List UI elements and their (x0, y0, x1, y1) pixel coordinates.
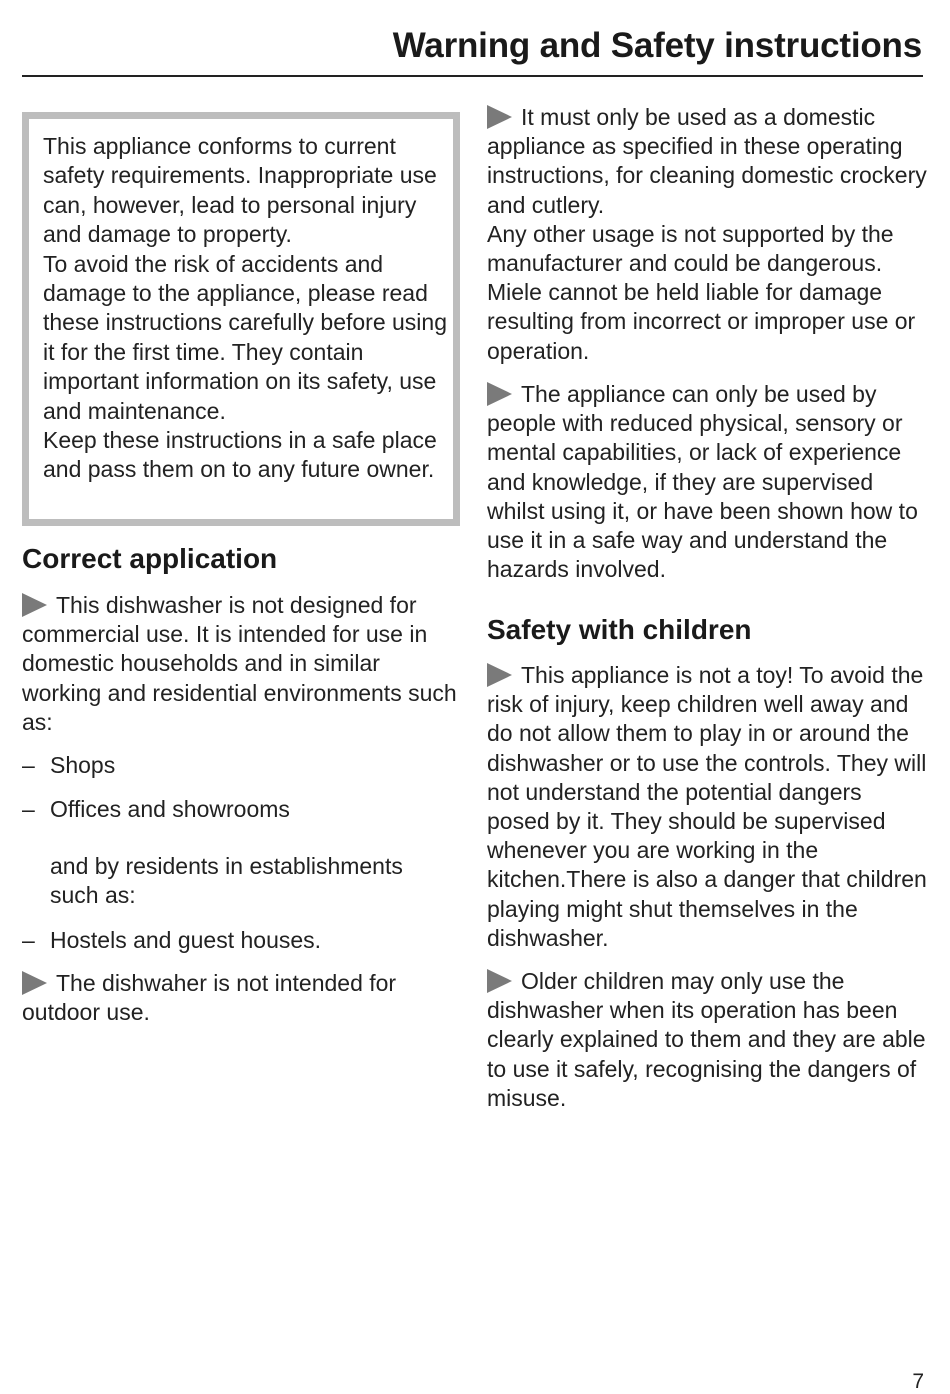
section-heading-safety-children: Safety with children (487, 614, 752, 645)
triangle-arrow-icon (487, 969, 512, 993)
outdoor-paragraph (22, 969, 462, 1027)
list-item-text: Hostels and guest houses. (50, 927, 322, 953)
header-rule (22, 75, 923, 77)
paragraph-text: The dishwaher is not intended for outdoor use. (22, 970, 397, 1026)
section-heading-correct-application: Correct application (22, 543, 278, 574)
domestic-use-paragraph (487, 103, 927, 366)
paragraph-text: The appliance can only be used by people with reduced physical, sensory or mental capabilities, or lack of experience and knowledge, if they are supervised whilst using it, or have been shown how to use it in a safe way and understand the hazards involved. (487, 381, 918, 583)
liability-paragraph: Any other usage is not supported by the manufacturer and could be dangerous. Miele cannot be held liable for damage resulting from incorrect or improper use or operation. (487, 220, 916, 364)
intro-paragraph: To avoid the risk of accidents and damage to the appliance, please read these instructions carefully before using it for the first time. They contain important information on its safety, use and maintenance. (43, 250, 447, 424)
correct-application-paragraph (22, 591, 462, 737)
page-title: Warning and Safety instructions (392, 26, 922, 65)
list-item-text: Offices and showrooms (50, 796, 290, 822)
dash-bullet: – (22, 796, 35, 822)
paragraph-text: It must only be used as a domestic appliance as specified in these operating instructions, for cleaning domestic crockery and cutlery. (487, 104, 927, 218)
paragraph-text: This appliance is not a toy! To avoid the risk of injury, keep children well away and do not allow them to play in or around the dishwasher or to use the controls. They will not understand the potential dangers posed by it. They should be supervised whenever you are working in the kitchen.There is also a danger that children playing might shut themselves in the dishwasher. (487, 662, 927, 951)
not-a-toy-paragraph (487, 661, 927, 953)
dash-bullet: – (22, 927, 35, 953)
intro-paragraph: This appliance conforms to current safety requirements. Inappropriate use can, however, lead to personal injury and damage to property. (43, 133, 437, 248)
intro-paragraph: Keep these instructions in a safe place and pass them on to any future owner. (43, 427, 437, 483)
triangle-arrow-icon (487, 382, 512, 406)
paragraph-text: Older children may only use the dishwasher when its operation has been clearly explained to them and they are able to use it safely, recognising the dangers of misuse. (487, 968, 926, 1111)
list-item-text: Shops (50, 752, 116, 778)
triangle-arrow-icon (22, 971, 47, 995)
intro-box-text (43, 132, 448, 485)
paragraph-text: This dishwasher is not designed for commercial use. It is intended for use in domestic households and in similar working and residential environments such as: (22, 592, 457, 735)
triangle-arrow-icon (487, 105, 512, 129)
page-number: 7 (912, 1370, 924, 1393)
triangle-arrow-icon (22, 593, 47, 617)
older-children-paragraph (487, 967, 927, 1113)
dash-bullet: – (22, 752, 35, 778)
residents-text: and by residents in establishments such as: (50, 853, 403, 908)
capabilities-paragraph (487, 380, 927, 584)
triangle-arrow-icon (487, 663, 512, 687)
